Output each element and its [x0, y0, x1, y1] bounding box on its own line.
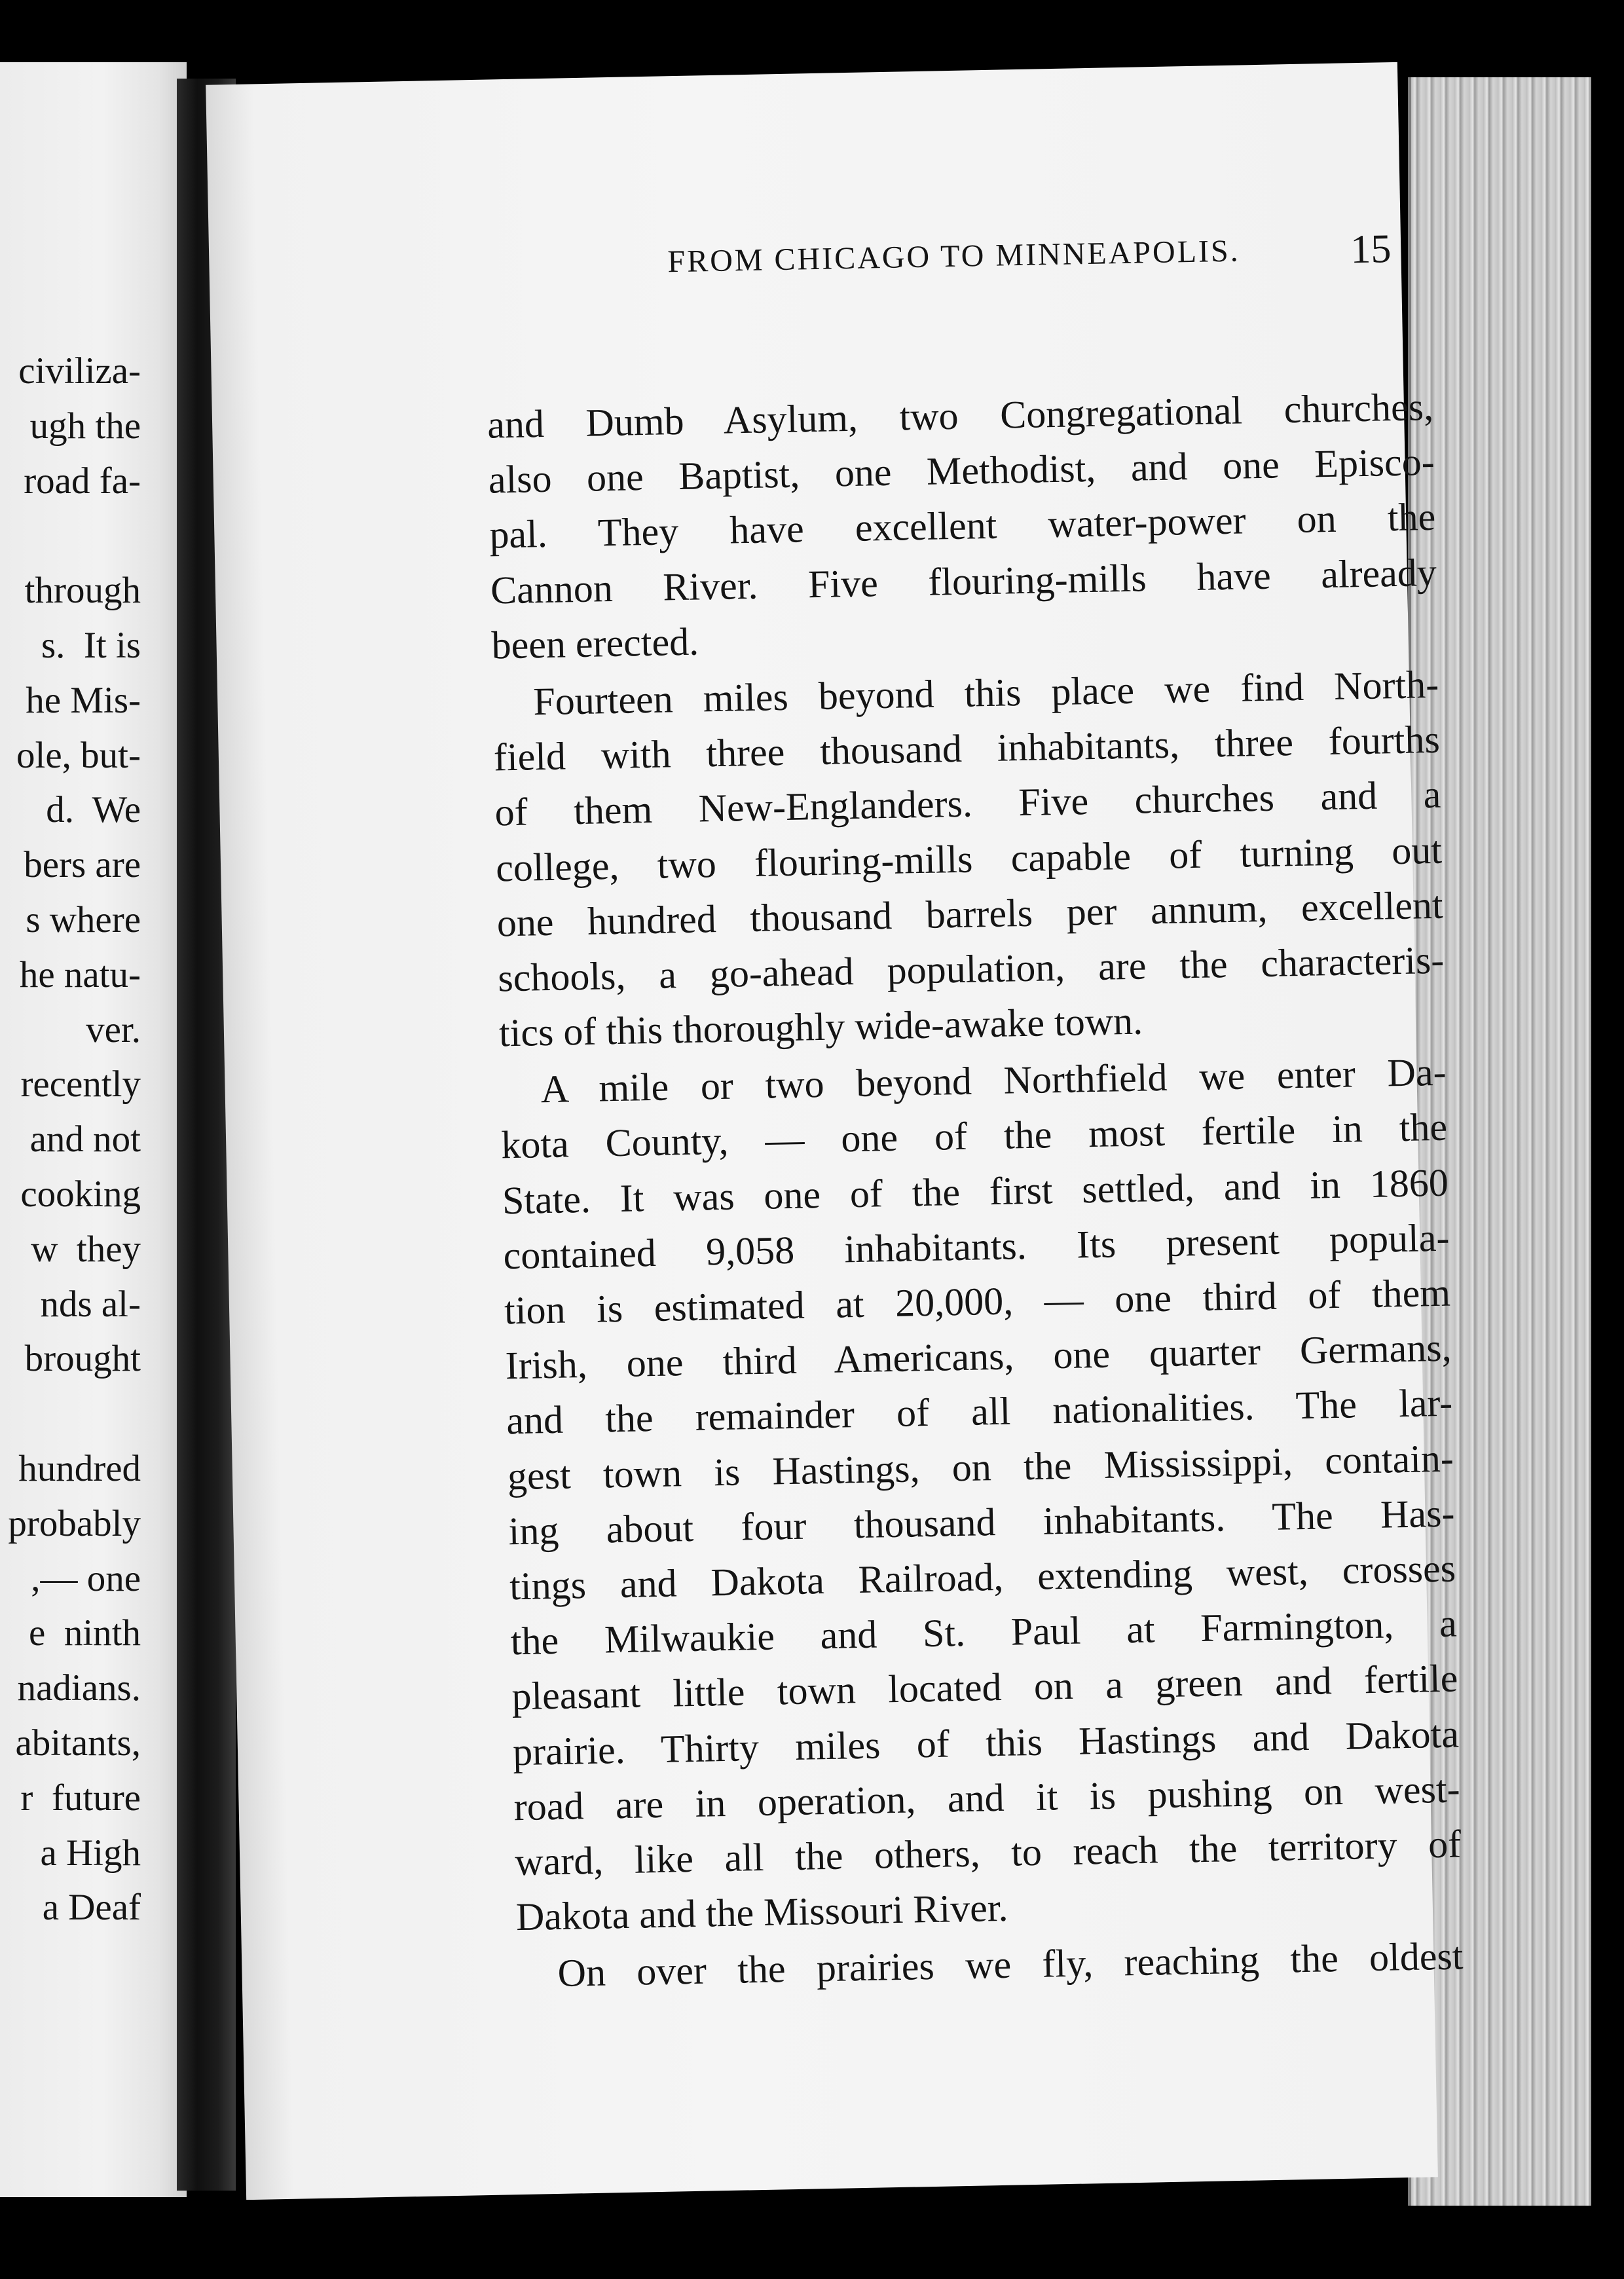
left-page-line: a Deaf: [42, 1887, 141, 1929]
left-page-line: he natu-: [19, 954, 141, 995]
page-number: 15: [1350, 227, 1392, 272]
text-line: prairie. Thirty miles of this Hastings and Dakota: [512, 1711, 1460, 1773]
left-page-line: probably: [8, 1502, 141, 1544]
left-page-line: through: [24, 570, 141, 612]
page-body-text: [487, 379, 1464, 2002]
left-page-line: cooking: [20, 1173, 141, 1215]
left-page-line: bers are: [24, 844, 141, 886]
left-page-line: ole, but-: [16, 734, 141, 776]
text-line: kota County, — one of the most fertile in the: [500, 1105, 1448, 1167]
left-page-line: d. We: [46, 789, 141, 831]
left-page-line: recently: [20, 1064, 141, 1105]
text-line: Cannon River. Five flouring-mills have already: [490, 550, 1437, 612]
left-page-line: ,— one: [31, 1557, 141, 1599]
text-line: been erected.: [491, 620, 699, 667]
left-page-line: and not: [29, 1119, 141, 1160]
text-line: pal. They have excellent water-power on the: [489, 495, 1436, 557]
left-page-line: w they: [31, 1228, 141, 1270]
left-page-text: [8, 344, 141, 1935]
text-line: A mile or two beyond Northfield we enter Da-: [540, 1050, 1447, 1111]
text-line: and the remainder of all nationalities. The lar-: [506, 1380, 1453, 1443]
left-page-line: nds al-: [40, 1283, 141, 1325]
text-line: the Milwaukie and St. Paul at Farmington, a: [510, 1601, 1458, 1663]
text-line: Fourteen miles beyond this place we find North-: [532, 662, 1439, 724]
text-line: gest town is Hastings, on the Mississippi, contain-: [507, 1436, 1454, 1498]
text-line: tings and Dakota Railroad, extending west, crosses: [509, 1546, 1456, 1608]
text-line: college, two flouring-mills capable of turning out: [495, 828, 1443, 889]
text-line: ward, like all the others, to reach the territory of: [514, 1822, 1462, 1884]
text-line: of them New-Englanders. Five churches and a: [494, 773, 1441, 834]
left-page-line: ugh the: [29, 405, 141, 447]
text-line: pleasant little town located on a green and fertile: [511, 1656, 1458, 1718]
text-line: road are in operation, and it is pushing on west-: [513, 1767, 1461, 1828]
left-page-line: [8, 1386, 141, 1441]
text-line: and Dumb Asylum, two Congregational churches,: [487, 384, 1434, 447]
left-page-line: civiliza-: [18, 350, 141, 392]
text-line: contained 9,058 inhabitants. Its present popula-: [502, 1215, 1450, 1278]
left-page-line: s where: [26, 899, 141, 940]
text-line: State. It was one of the first settled, and in 1860: [502, 1160, 1449, 1223]
running-head-title: FROM CHICAGO TO MINNEAPOLIS.: [667, 233, 1241, 280]
left-page-fragment: [0, 62, 187, 2197]
text-line: also one Baptist, one Methodist, and one Episco-: [488, 440, 1435, 502]
right-page: [206, 62, 1464, 2200]
text-line: schools, a go-ahead population, are the characteris-: [497, 938, 1445, 1000]
text-line: Irish, one third Americans, one quarter Germans,: [505, 1325, 1452, 1388]
text-line: field with three thousand inhabitants, three fourths: [493, 717, 1441, 779]
left-page-line: abitants,: [15, 1722, 141, 1764]
text-line: one hundred thousand barrels per annum, excellent: [496, 883, 1444, 945]
left-page-line: e ninth: [29, 1612, 141, 1654]
left-page-line: nadians.: [17, 1667, 141, 1709]
left-page-line: brought: [24, 1338, 141, 1380]
left-page-line: a High: [40, 1832, 141, 1874]
left-page-line: road fa-: [24, 460, 141, 502]
left-page-line: [8, 508, 141, 563]
text-line: ing about four thousand inhabitants. The Has-: [508, 1491, 1456, 1553]
text-line: On over the prairies we fly, reaching the oldest: [557, 1934, 1464, 1995]
left-page-line: he Mis-: [26, 679, 141, 721]
text-line: Dakota and the Missouri River.: [515, 1885, 1009, 1939]
left-page-line: r future: [20, 1777, 141, 1819]
left-page-line: ver.: [86, 1009, 141, 1050]
left-page-line: hundred: [18, 1447, 141, 1489]
text-line: tion is estimated at 20,000, — one third of them: [504, 1270, 1451, 1333]
text-line: tics of this thoroughly wide-awake town.: [498, 999, 1143, 1055]
running-head: [432, 227, 1392, 280]
left-page-line: s. It is: [41, 624, 141, 666]
